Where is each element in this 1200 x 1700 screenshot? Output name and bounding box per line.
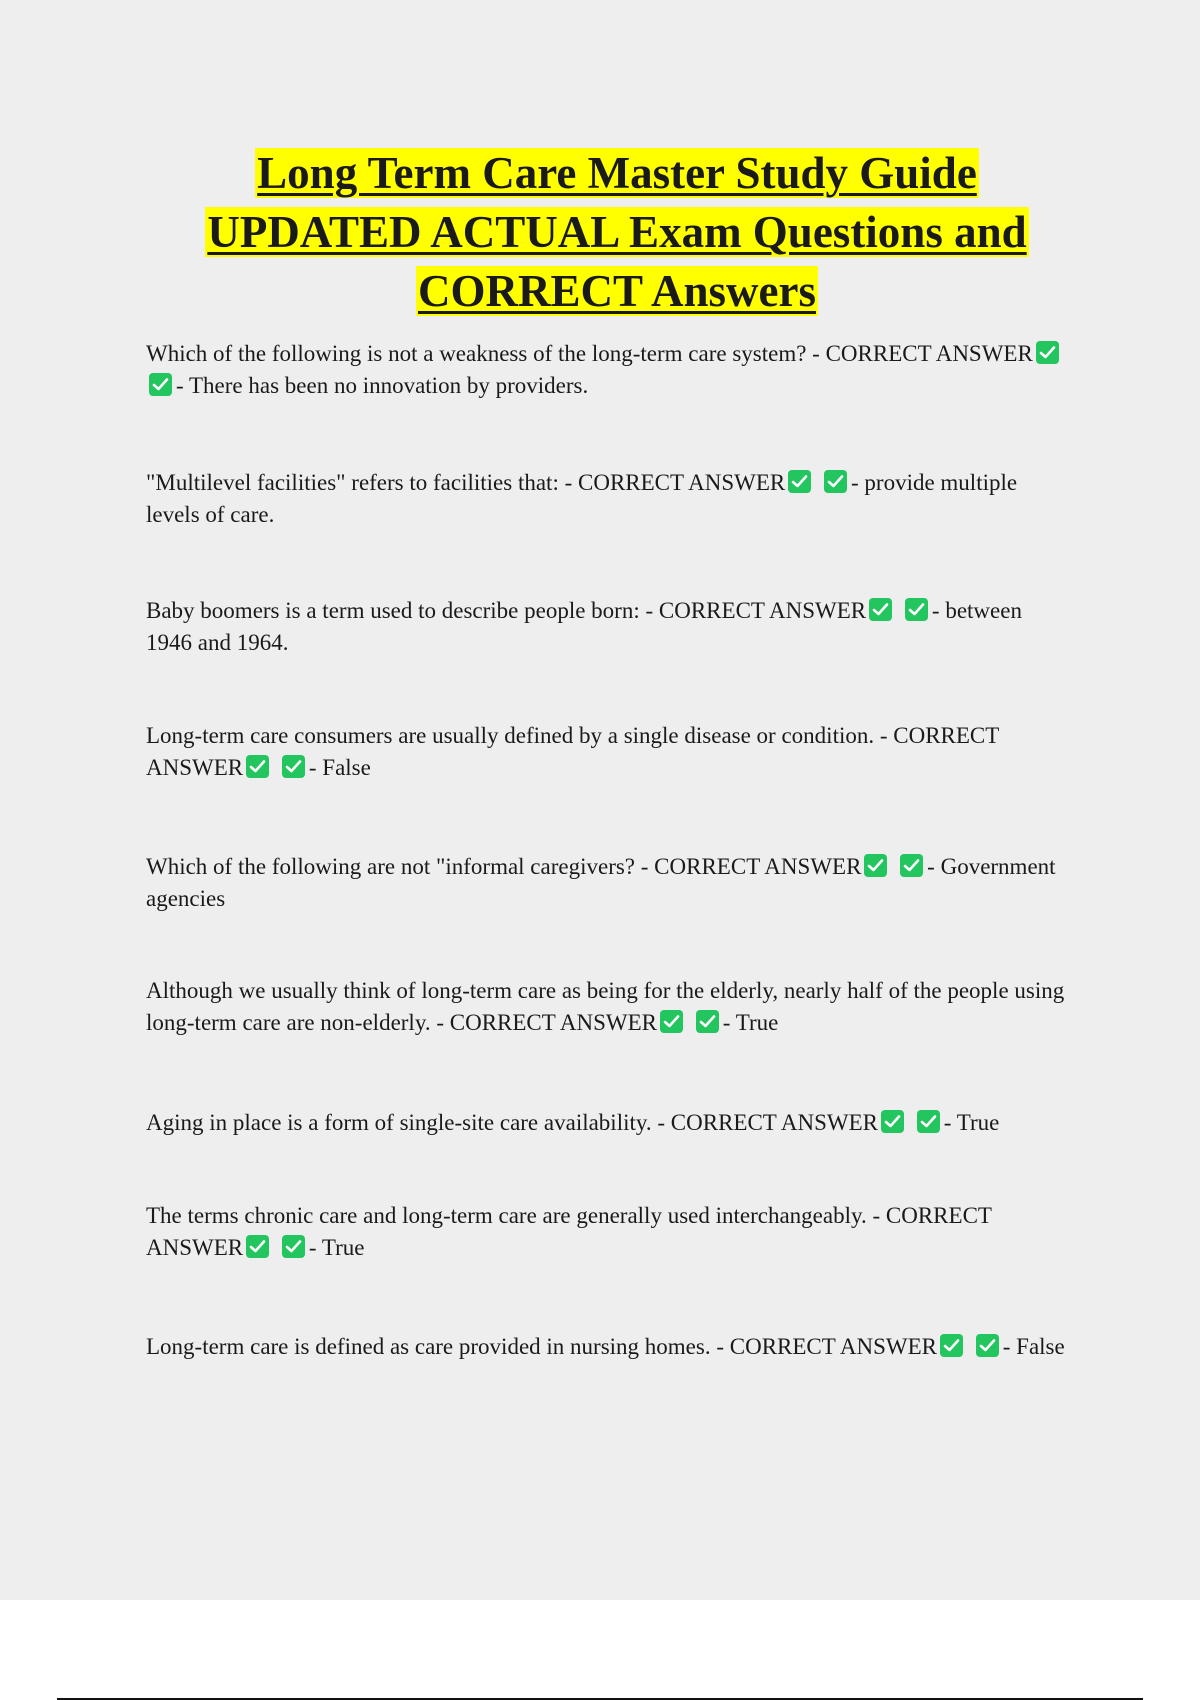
check-mark-icon — [905, 598, 928, 621]
check-mark-icon — [881, 1110, 904, 1133]
question-text: The terms chronic care and long-term care are generally used interchangeably. - CORRECT ANSWER — [146, 1203, 992, 1260]
title-line: CORRECT Answers — [418, 266, 816, 316]
check-mark-icon — [864, 854, 887, 877]
question-item — [146, 595, 1070, 659]
question-item — [146, 851, 1070, 915]
question-item — [146, 467, 1070, 531]
check-mark-icon — [246, 755, 269, 778]
question-item — [146, 1331, 1070, 1363]
question-text: Baby boomers is a term used to describe people born: - CORRECT ANSWER — [146, 598, 867, 623]
check-mark-icon — [1036, 341, 1059, 364]
answer-text: - True — [722, 1010, 779, 1035]
question-item — [146, 1107, 1070, 1139]
document-title — [130, 144, 1104, 321]
check-mark-icon — [246, 1235, 269, 1258]
answer-text: - There has been no innovation by providers. — [176, 373, 589, 398]
check-mark-icon — [660, 1010, 683, 1033]
answer-text: - provide multiple levels of care. — [146, 470, 1018, 527]
check-mark-icon — [976, 1334, 999, 1357]
check-mark-icon — [696, 1010, 719, 1033]
check-mark-icon — [788, 470, 811, 493]
question-item — [146, 338, 1070, 402]
check-mark-icon — [149, 373, 172, 396]
title-line: Long Term Care Master Study Guide — [257, 148, 977, 198]
question-text: Long-term care is defined as care provided in nursing homes. - CORRECT ANSWER — [146, 1334, 937, 1359]
question-item — [146, 975, 1070, 1039]
answer-text: - True — [943, 1110, 1000, 1135]
question-text: Which of the following is not a weakness of the long-term care system? - CORRECT ANSWER — [146, 341, 1033, 366]
question-item — [146, 1200, 1070, 1264]
check-mark-icon — [917, 1110, 940, 1133]
check-mark-icon — [940, 1334, 963, 1357]
question-text: Although we usually think of long-term care as being for the elderly, nearly half of the people using long-term care are non-elderly. - CORRECT ANSWER — [146, 978, 1065, 1035]
check-mark-icon — [282, 1235, 305, 1258]
question-text: Long-term care consumers are usually defined by a single disease or condition. - CORRECT ANSWER — [146, 723, 999, 780]
answer-text: - between 1946 and 1964. — [146, 598, 1022, 655]
question-text: Which of the following are not "informal caregivers? - CORRECT ANSWER — [146, 854, 862, 879]
check-mark-icon — [900, 854, 923, 877]
answer-text: - False — [1002, 1334, 1065, 1359]
question-item — [146, 720, 1070, 784]
check-mark-icon — [282, 755, 305, 778]
title-line: UPDATED ACTUAL Exam Questions and — [207, 207, 1027, 257]
answer-text: - False — [308, 755, 371, 780]
question-text: "Multilevel facilities" refers to facilities that: - CORRECT ANSWER — [146, 470, 786, 495]
answer-text: - True — [308, 1235, 365, 1260]
answer-text: - Government agencies — [146, 854, 1056, 911]
check-mark-icon — [824, 470, 847, 493]
question-text: Aging in place is a form of single-site care availability. - CORRECT ANSWER — [146, 1110, 879, 1135]
check-mark-icon — [869, 598, 892, 621]
